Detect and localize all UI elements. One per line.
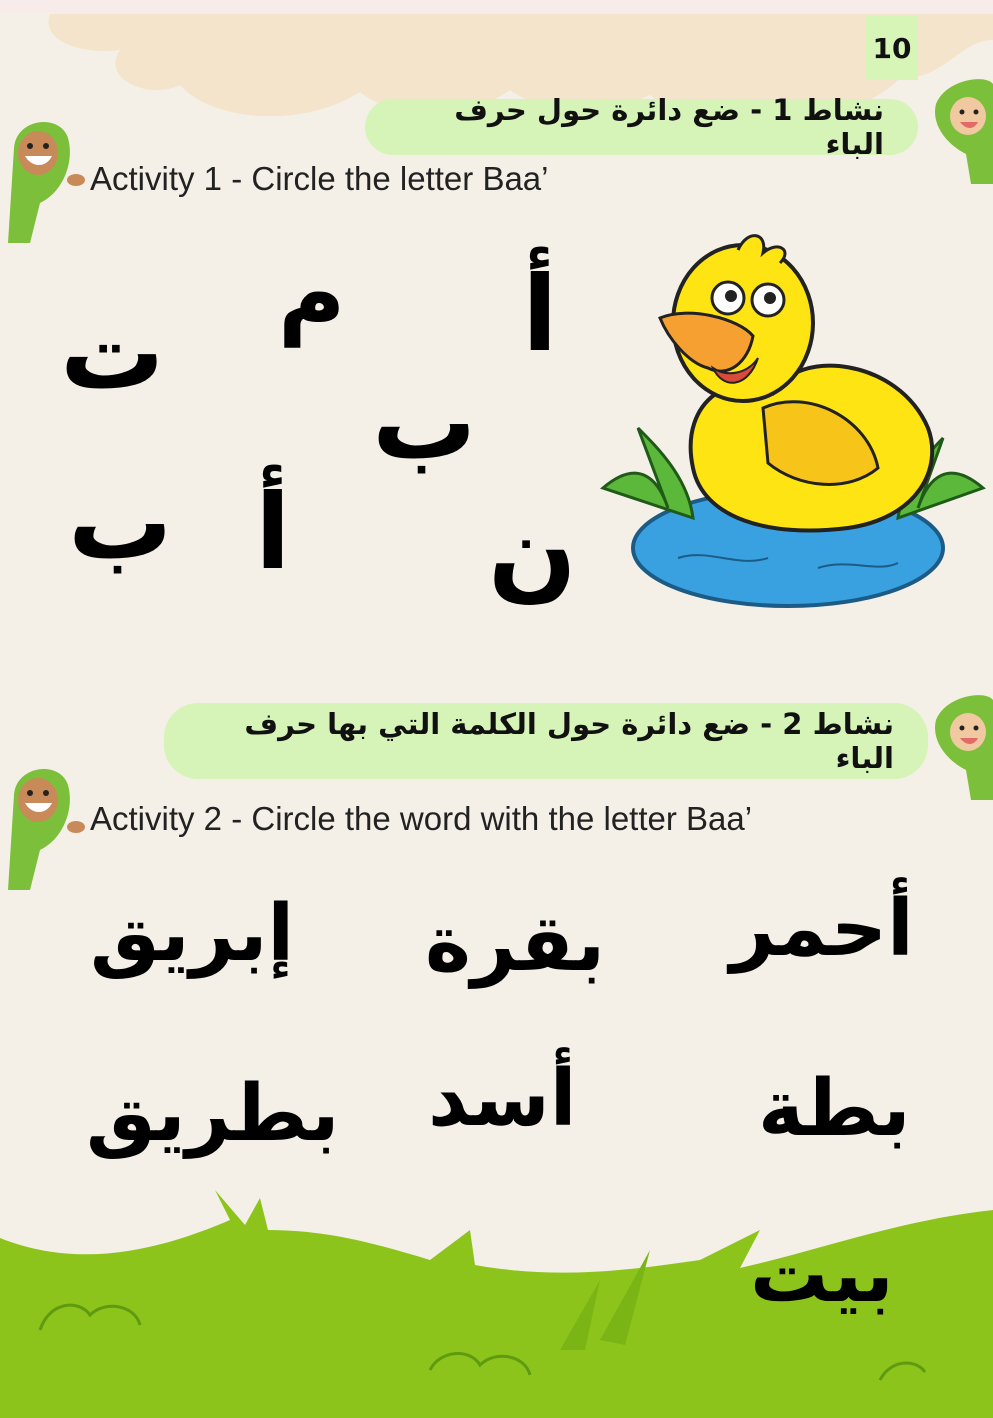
character-right-2: [926, 690, 993, 800]
activity1-title-english: Activity 1 - Circle the letter Baa’: [90, 160, 549, 197]
letter-alif-top[interactable]: أ: [522, 253, 558, 375]
character-left-1: [0, 108, 90, 248]
letter-noon[interactable]: ن: [488, 491, 577, 613]
letter-baa-left[interactable]: ب: [68, 461, 173, 583]
word-baqara[interactable]: بقرة: [425, 899, 605, 989]
word-ahmar[interactable]: أحمر: [730, 884, 914, 974]
duck-illustration: [598, 228, 990, 622]
page-number: 10: [866, 16, 918, 80]
activity1-title-pill: [365, 93, 918, 161]
word-ibreeq[interactable]: إبريق: [90, 889, 295, 979]
activity2-title-pill: [164, 703, 928, 779]
letter-alif-bottom[interactable]: أ: [255, 471, 291, 593]
activity2-title-english: Activity 2 - Circle the word with the letter Baa’: [90, 800, 753, 837]
word-bayt[interactable]: بيت: [750, 1230, 894, 1320]
activity1-title-arabic: نشاط 1 - ضع دائرة حول حرف الباء: [454, 93, 884, 161]
letter-baa-center[interactable]: ب: [372, 361, 477, 483]
word-batreeq[interactable]: بطريق: [86, 1069, 340, 1159]
character-left-2: [0, 755, 90, 895]
character-right-1: [926, 74, 993, 184]
letter-meem[interactable]: م: [278, 240, 346, 347]
word-asad[interactable]: أسد: [428, 1054, 577, 1144]
letter-taa[interactable]: ت: [60, 291, 165, 413]
activity2-title-arabic: نشاط 2 - ضع دائرة حول الكلمة التي بها حرف الباء: [244, 707, 894, 775]
word-batta[interactable]: بطة: [758, 1064, 911, 1154]
